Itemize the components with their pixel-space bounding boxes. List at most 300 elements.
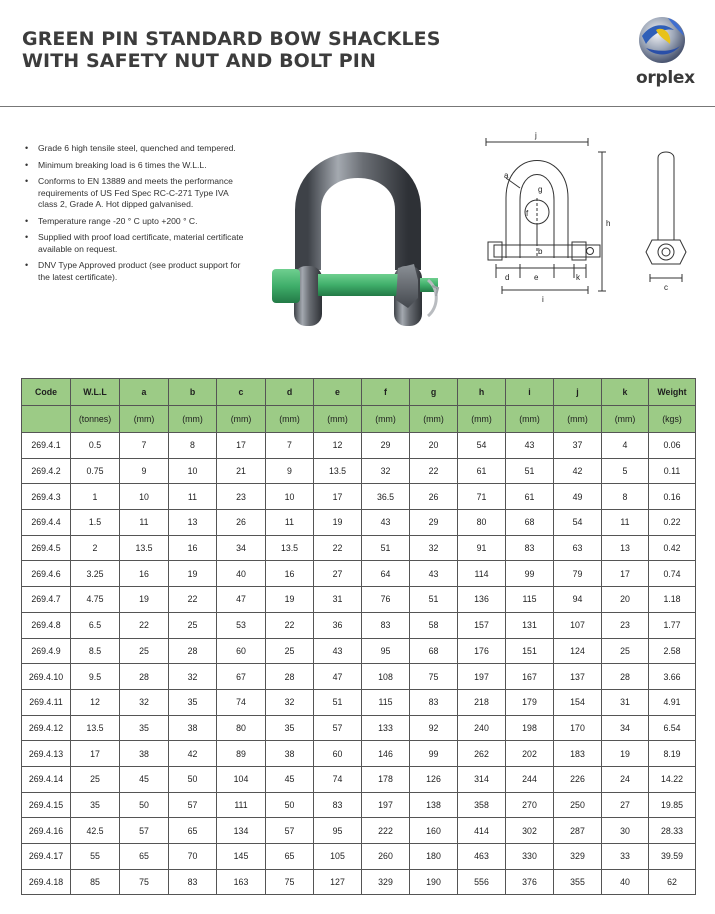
table-cell: 19 <box>169 561 217 587</box>
table-cell: 27 <box>602 792 649 818</box>
table-cell: 22 <box>120 612 169 638</box>
table-cell: 42 <box>554 458 602 484</box>
table-cell: 13 <box>169 510 217 536</box>
feature-item: • DNV Type Approved product (see product support for the latest certificate). <box>24 260 246 283</box>
table-cell: 32 <box>120 689 169 715</box>
table-cell: 270 <box>506 792 554 818</box>
table-cell: 329 <box>554 844 602 870</box>
table-cell: 134 <box>217 818 266 844</box>
table-cell: 114 <box>458 561 506 587</box>
table-cell: 61 <box>458 458 506 484</box>
column-unit: (mm) <box>217 406 266 433</box>
table-cell: 0.74 <box>649 561 696 587</box>
table-cell: 20 <box>602 587 649 613</box>
table-cell: 57 <box>314 715 362 741</box>
feature-item: • Conforms to EN 13889 and meets the performance requirements of US Fed Spec RC-C-271 Type IVA class 2, Grade A. Hot dipped galvanised. <box>24 176 246 211</box>
table-cell: 99 <box>506 561 554 587</box>
title-line-2: WITH SAFETY NUT AND BOLT PIN <box>22 50 376 72</box>
table-cell: 269.4.14 <box>22 766 71 792</box>
table-cell: 54 <box>458 433 506 459</box>
table-cell: 287 <box>554 818 602 844</box>
column-header: e <box>314 379 362 406</box>
table-cell: 108 <box>362 664 410 690</box>
table-cell: 198 <box>506 715 554 741</box>
table-cell: 83 <box>362 612 410 638</box>
drawing-label-f: f <box>526 209 529 218</box>
table-cell: 50 <box>266 792 314 818</box>
column-unit: (kgs) <box>649 406 696 433</box>
table-cell: 64 <box>362 561 410 587</box>
table-cell: 29 <box>362 433 410 459</box>
column-header: k <box>602 379 649 406</box>
table-cell: 50 <box>169 766 217 792</box>
table-cell: 269.4.16 <box>22 818 71 844</box>
table-cell: 4.91 <box>649 689 696 715</box>
table-row <box>22 587 696 613</box>
table-cell: 17 <box>71 741 120 767</box>
table-cell: 43 <box>506 433 554 459</box>
table-cell: 269.4.8 <box>22 612 71 638</box>
table-cell: 133 <box>362 715 410 741</box>
table-row <box>22 484 696 510</box>
table-cell: 0.16 <box>649 484 696 510</box>
table-cell: 269.4.9 <box>22 638 71 664</box>
table-cell: 25 <box>71 766 120 792</box>
table-cell: 269.4.11 <box>22 689 71 715</box>
column-unit: (mm) <box>506 406 554 433</box>
drawing-label-b: b <box>538 247 543 256</box>
table-row <box>22 612 696 638</box>
table-row <box>22 535 696 561</box>
table-cell: 25 <box>266 638 314 664</box>
table-cell: 91 <box>458 535 506 561</box>
table-cell: 13.5 <box>314 458 362 484</box>
table-cell: 51 <box>410 587 458 613</box>
table-cell: 33 <box>602 844 649 870</box>
table-cell: 8 <box>169 433 217 459</box>
table-cell: 0.5 <box>71 433 120 459</box>
table-cell: 12 <box>314 433 362 459</box>
table-cell: 10 <box>266 484 314 510</box>
table-cell: 127 <box>314 869 362 895</box>
drawing-label-k: k <box>576 273 580 282</box>
table-cell: 34 <box>602 715 649 741</box>
table-row <box>22 818 696 844</box>
table-cell: 269.4.5 <box>22 535 71 561</box>
table-cell: 75 <box>410 664 458 690</box>
table-cell: 83 <box>410 689 458 715</box>
table-cell: 74 <box>314 766 362 792</box>
table-cell: 36.5 <box>362 484 410 510</box>
table-cell: 13.5 <box>71 715 120 741</box>
title-line-1: GREEN PIN STANDARD BOW SHACKLES <box>22 28 441 50</box>
table-cell: 54 <box>554 510 602 536</box>
table-cell: 302 <box>506 818 554 844</box>
table-cell: 55 <box>71 844 120 870</box>
table-cell: 329 <box>362 869 410 895</box>
table-cell: 36 <box>314 612 362 638</box>
column-header: b <box>169 379 217 406</box>
table-cell: 43 <box>314 638 362 664</box>
table-cell: 11 <box>602 510 649 536</box>
table-cell: 63 <box>554 535 602 561</box>
table-cell: 32 <box>266 689 314 715</box>
table-cell: 11 <box>266 510 314 536</box>
table-cell: 7 <box>120 433 169 459</box>
table-cell: 269.4.4 <box>22 510 71 536</box>
table-cell: 65 <box>120 844 169 870</box>
table-row <box>22 510 696 536</box>
table-cell: 35 <box>120 715 169 741</box>
header-row <box>22 379 696 406</box>
units-row <box>22 406 696 433</box>
table-cell: 16 <box>169 535 217 561</box>
table-cell: 94 <box>554 587 602 613</box>
table-cell: 269.4.10 <box>22 664 71 690</box>
table-cell: 376 <box>506 869 554 895</box>
table-cell: 0.06 <box>649 433 696 459</box>
table-cell: 25 <box>169 612 217 638</box>
technical-drawing <box>476 128 701 323</box>
table-cell: 38 <box>169 715 217 741</box>
column-header: Weight <box>649 379 696 406</box>
table-cell: 26 <box>410 484 458 510</box>
table-cell: 42.5 <box>71 818 120 844</box>
table-cell: 43 <box>410 561 458 587</box>
drawing-label-g: g <box>538 185 543 194</box>
drawing-label-e: e <box>534 273 539 282</box>
table-row <box>22 741 696 767</box>
table-cell: 269.4.15 <box>22 792 71 818</box>
table-cell: 137 <box>554 664 602 690</box>
table-cell: 157 <box>458 612 506 638</box>
table-cell: 40 <box>217 561 266 587</box>
table-cell: 25 <box>120 638 169 664</box>
table-cell: 2 <box>71 535 120 561</box>
table-cell: 26 <box>217 510 266 536</box>
table-cell: 0.75 <box>71 458 120 484</box>
logo-text: orplex <box>636 68 695 88</box>
table-cell: 14.22 <box>649 766 696 792</box>
column-unit: (mm) <box>362 406 410 433</box>
table-cell: 126 <box>410 766 458 792</box>
table-cell: 17 <box>217 433 266 459</box>
table-row <box>22 766 696 792</box>
table-cell: 32 <box>169 664 217 690</box>
table-cell: 17 <box>602 561 649 587</box>
table-cell: 75 <box>266 869 314 895</box>
column-header: f <box>362 379 410 406</box>
company-logo <box>632 10 695 90</box>
table-cell: 1.77 <box>649 612 696 638</box>
table-cell: 190 <box>410 869 458 895</box>
table-cell: 160 <box>410 818 458 844</box>
table-cell: 53 <box>217 612 266 638</box>
column-header: d <box>266 379 314 406</box>
column-header: g <box>410 379 458 406</box>
table-cell: 202 <box>506 741 554 767</box>
table-cell: 269.4.7 <box>22 587 71 613</box>
table-cell: 19 <box>602 741 649 767</box>
table-cell: 16 <box>266 561 314 587</box>
table-cell: 269.4.6 <box>22 561 71 587</box>
table-cell: 115 <box>506 587 554 613</box>
column-header: i <box>506 379 554 406</box>
table-cell: 314 <box>458 766 506 792</box>
table-cell: 170 <box>554 715 602 741</box>
table-row <box>22 458 696 484</box>
table-cell: 83 <box>169 869 217 895</box>
table-cell: 145 <box>217 844 266 870</box>
table-cell: 57 <box>120 818 169 844</box>
table-cell: 28 <box>169 638 217 664</box>
table-cell: 95 <box>314 818 362 844</box>
table-cell: 138 <box>410 792 458 818</box>
table-cell: 330 <box>506 844 554 870</box>
header-divider <box>0 106 715 107</box>
table-cell: 51 <box>362 535 410 561</box>
table-cell: 8.5 <box>71 638 120 664</box>
table-cell: 104 <box>217 766 266 792</box>
table-cell: 218 <box>458 689 506 715</box>
column-unit: (mm) <box>554 406 602 433</box>
table-cell: 32 <box>362 458 410 484</box>
table-cell: 9.5 <box>71 664 120 690</box>
table-cell: 60 <box>217 638 266 664</box>
table-cell: 11 <box>120 510 169 536</box>
table-cell: 32 <box>410 535 458 561</box>
table-cell: 1.18 <box>649 587 696 613</box>
table-cell: 167 <box>506 664 554 690</box>
table-cell: 131 <box>506 612 554 638</box>
table-cell: 29 <box>410 510 458 536</box>
table-cell: 40 <box>602 869 649 895</box>
table-cell: 38 <box>120 741 169 767</box>
column-unit: (mm) <box>602 406 649 433</box>
table-cell: 50 <box>120 792 169 818</box>
table-cell: 22 <box>314 535 362 561</box>
table-cell: 107 <box>554 612 602 638</box>
table-cell: 269.4.2 <box>22 458 71 484</box>
table-cell: 28.33 <box>649 818 696 844</box>
column-unit: (mm) <box>266 406 314 433</box>
column-unit: (mm) <box>120 406 169 433</box>
table-cell: 27 <box>314 561 362 587</box>
table-cell: 136 <box>458 587 506 613</box>
table-cell: 76 <box>362 587 410 613</box>
column-unit: (tonnes) <box>71 406 120 433</box>
table-cell: 47 <box>217 587 266 613</box>
table-cell: 269.4.1 <box>22 433 71 459</box>
table-row <box>22 869 696 895</box>
table-cell: 4 <box>602 433 649 459</box>
table-cell: 105 <box>314 844 362 870</box>
table-cell: 20 <box>410 433 458 459</box>
table-cell: 51 <box>314 689 362 715</box>
table-cell: 260 <box>362 844 410 870</box>
table-cell: 49 <box>554 484 602 510</box>
table-cell: 6.5 <box>71 612 120 638</box>
table-cell: 67 <box>217 664 266 690</box>
table-cell: 28 <box>266 664 314 690</box>
table-cell: 19.85 <box>649 792 696 818</box>
table-cell: 463 <box>458 844 506 870</box>
table-row <box>22 433 696 459</box>
table-cell: 269.4.18 <box>22 869 71 895</box>
column-header: j <box>554 379 602 406</box>
table-cell: 556 <box>458 869 506 895</box>
table-cell: 38 <box>266 741 314 767</box>
table-cell: 154 <box>554 689 602 715</box>
table-cell: 244 <box>506 766 554 792</box>
table-cell: 22 <box>410 458 458 484</box>
table-cell: 0.11 <box>649 458 696 484</box>
table-row <box>22 561 696 587</box>
table-cell: 13.5 <box>120 535 169 561</box>
table-cell: 124 <box>554 638 602 664</box>
table-cell: 61 <box>506 484 554 510</box>
table-cell: 31 <box>602 689 649 715</box>
table-cell: 179 <box>506 689 554 715</box>
feature-item: • Temperature range -20 ° C upto +200 ° C. <box>24 216 246 228</box>
table-cell: 24 <box>602 766 649 792</box>
column-unit: (mm) <box>169 406 217 433</box>
table-cell: 0.22 <box>649 510 696 536</box>
table-cell: 51 <box>506 458 554 484</box>
page-title <box>22 28 441 72</box>
table-cell: 9 <box>266 458 314 484</box>
table-cell: 45 <box>266 766 314 792</box>
table-cell: 4.75 <box>71 587 120 613</box>
table-cell: 79 <box>554 561 602 587</box>
column-unit: (mm) <box>314 406 362 433</box>
table-cell: 30 <box>602 818 649 844</box>
table-body <box>22 433 696 895</box>
table-cell: 71 <box>458 484 506 510</box>
table-cell: 65 <box>266 844 314 870</box>
table-cell: 47 <box>314 664 362 690</box>
feature-item: • Grade 6 high tensile steel, quenched and tempered. <box>24 143 246 155</box>
table-cell: 68 <box>506 510 554 536</box>
table-cell: 42 <box>169 741 217 767</box>
table-cell: 16 <box>120 561 169 587</box>
table-cell: 25 <box>602 638 649 664</box>
table-cell: 358 <box>458 792 506 818</box>
table-header <box>22 379 696 433</box>
table-cell: 28 <box>602 664 649 690</box>
table-cell: 89 <box>217 741 266 767</box>
table-cell: 80 <box>458 510 506 536</box>
drawing-label-d: d <box>505 273 510 282</box>
table-cell: 8.19 <box>649 741 696 767</box>
column-unit <box>22 406 71 433</box>
table-cell: 99 <box>410 741 458 767</box>
table-cell: 17 <box>314 484 362 510</box>
table-cell: 35 <box>169 689 217 715</box>
table-cell: 197 <box>458 664 506 690</box>
table-cell: 269.4.13 <box>22 741 71 767</box>
table-cell: 22 <box>169 587 217 613</box>
feature-item: • Supplied with proof load certificate, material certificate available on request. <box>24 232 246 255</box>
table-cell: 28 <box>120 664 169 690</box>
table-cell: 13 <box>602 535 649 561</box>
table-cell: 226 <box>554 766 602 792</box>
table-row <box>22 715 696 741</box>
table-cell: 262 <box>458 741 506 767</box>
table-cell: 35 <box>71 792 120 818</box>
drawing-label-a: a <box>504 171 509 180</box>
table-cell: 8 <box>602 484 649 510</box>
table-cell: 58 <box>410 612 458 638</box>
column-header: c <box>217 379 266 406</box>
table-cell: 35 <box>266 715 314 741</box>
table-cell: 10 <box>169 458 217 484</box>
table-cell: 0.42 <box>649 535 696 561</box>
table-cell: 222 <box>362 818 410 844</box>
drawing-label-h: h <box>606 219 611 228</box>
table-cell: 85 <box>71 869 120 895</box>
table-cell: 57 <box>266 818 314 844</box>
feature-list <box>24 143 246 288</box>
table-cell: 240 <box>458 715 506 741</box>
table-cell: 269.4.17 <box>22 844 71 870</box>
table-cell: 2.58 <box>649 638 696 664</box>
table-cell: 22 <box>266 612 314 638</box>
column-header: h <box>458 379 506 406</box>
shackle-photo <box>268 140 448 340</box>
feature-item: • Minimum breaking load is 6 times the W.L.L. <box>24 160 246 172</box>
table-cell: 197 <box>362 792 410 818</box>
table-cell: 10 <box>120 484 169 510</box>
table-cell: 414 <box>458 818 506 844</box>
table-cell: 1 <box>71 484 120 510</box>
table-cell: 92 <box>410 715 458 741</box>
table-cell: 1.5 <box>71 510 120 536</box>
table-cell: 23 <box>217 484 266 510</box>
specification-table <box>21 378 696 895</box>
drawing-label-j: j <box>535 131 537 140</box>
table-row <box>22 792 696 818</box>
table-cell: 75 <box>120 869 169 895</box>
table-cell: 178 <box>362 766 410 792</box>
column-unit: (mm) <box>458 406 506 433</box>
table-cell: 70 <box>169 844 217 870</box>
globe-logo-icon <box>632 10 690 66</box>
table-cell: 146 <box>362 741 410 767</box>
table-cell: 43 <box>362 510 410 536</box>
column-header: a <box>120 379 169 406</box>
table-cell: 176 <box>458 638 506 664</box>
column-unit: (mm) <box>410 406 458 433</box>
table-cell: 60 <box>314 741 362 767</box>
table-cell: 19 <box>266 587 314 613</box>
table-cell: 21 <box>217 458 266 484</box>
table-cell: 19 <box>120 587 169 613</box>
table-cell: 80 <box>217 715 266 741</box>
table-cell: 19 <box>314 510 362 536</box>
column-header: Code <box>22 379 71 406</box>
table-cell: 9 <box>120 458 169 484</box>
table-cell: 269.4.12 <box>22 715 71 741</box>
drawing-label-c: c <box>664 283 668 292</box>
table-cell: 31 <box>314 587 362 613</box>
table-row <box>22 638 696 664</box>
table-cell: 62 <box>649 869 696 895</box>
table-row <box>22 844 696 870</box>
table-cell: 83 <box>314 792 362 818</box>
table-row <box>22 664 696 690</box>
table-cell: 11 <box>169 484 217 510</box>
